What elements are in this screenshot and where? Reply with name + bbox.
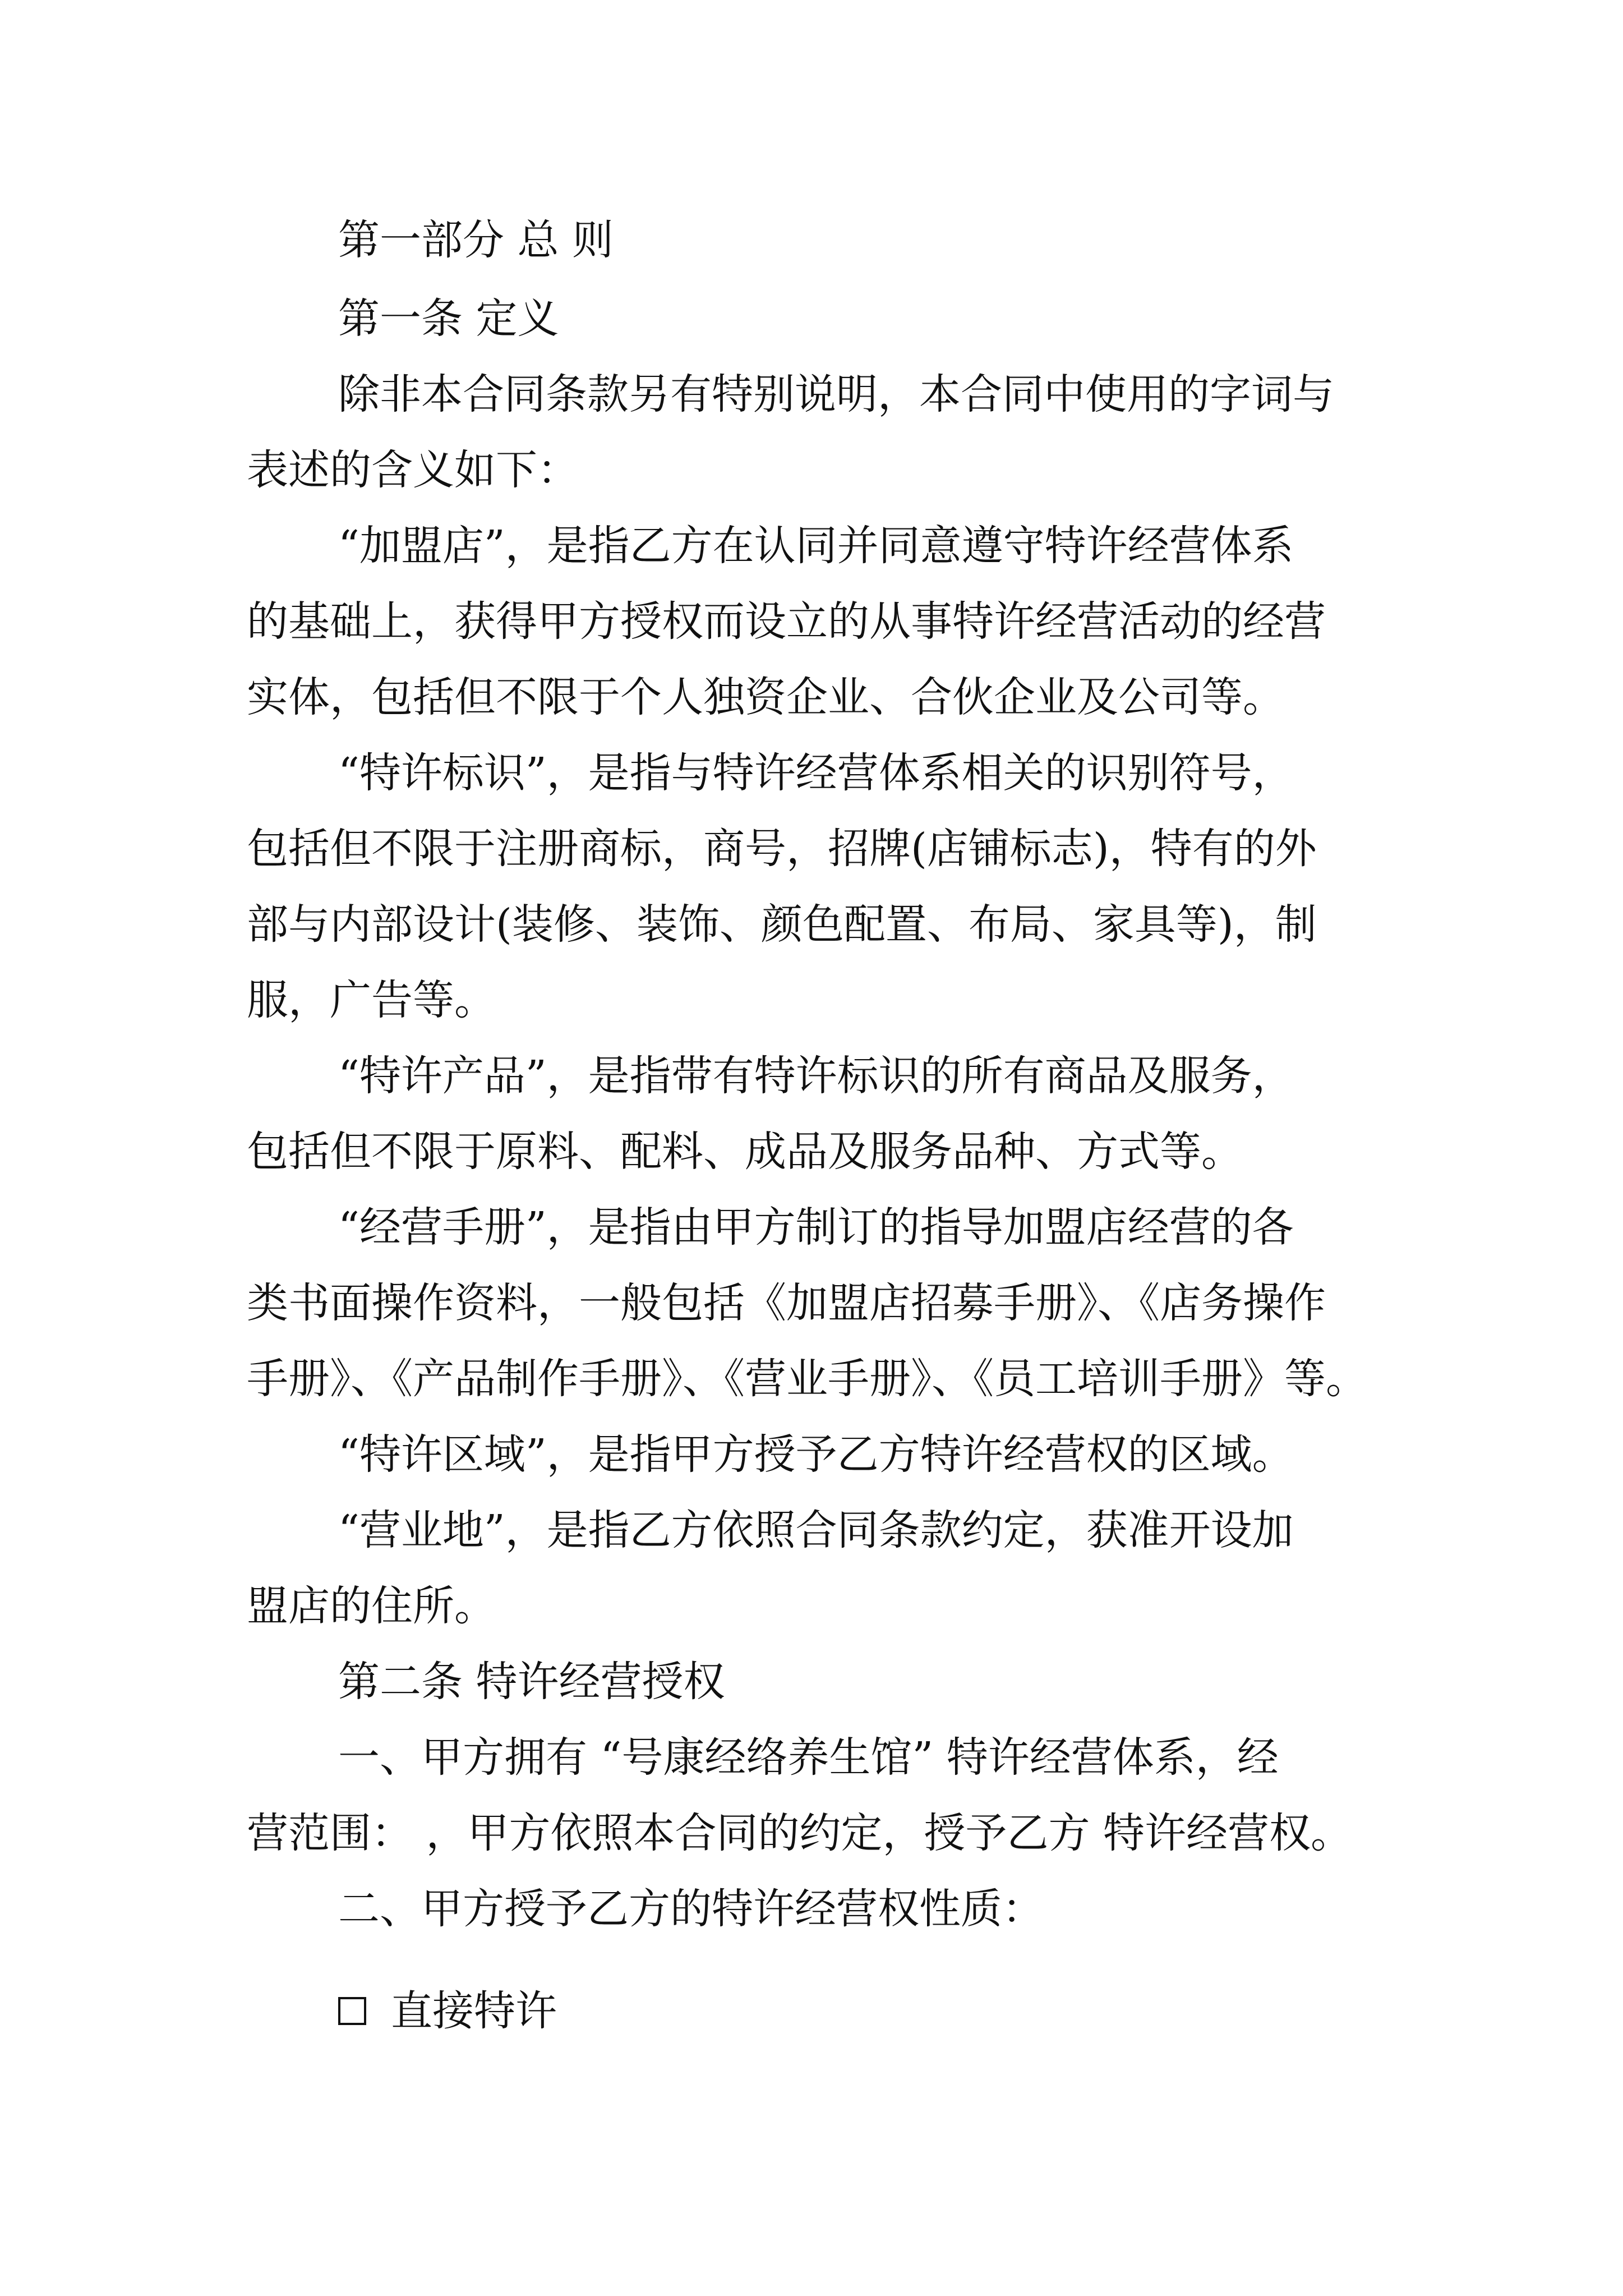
franchise-store-definition-line-2: 的基础上，获得甲方授权而设立的从事特许经营活动的经营 (247, 597, 1326, 646)
article-2-clause-1-line-1: 一、甲方拥有 “号康经络养生馆” 特许经营体系，经 (338, 1733, 1279, 1782)
article-1-heading: 第一条 定义 (338, 295, 559, 343)
operations-manual-definition-line-1: “经营手册”，是指由甲方制订的指导加盟店经营的各 (338, 1203, 1294, 1251)
franchise-store-definition-line-1: “加盟店”，是指乙方在认同并同意遵守特许经营体系 (338, 522, 1294, 570)
franchise-product-definition-line-1: “特许产品”，是指带有特许标识的所有商品及服务， (338, 1052, 1294, 1100)
franchise-mark-definition-line-3: 部与内部设计(装修、装饰、颜色配置、布局、家具等)，制 (247, 900, 1317, 949)
franchise-mark-definition-line-1: “特许标识”，是指与特许经营体系相关的识别符号， (338, 749, 1294, 797)
article-2-clause-1-line-2: 营范围： ，甲方依照本合同的约定，授予乙方 特许经营权。 (247, 1809, 1353, 1857)
direct-franchise-label: 直接特许 (391, 1987, 557, 2035)
operations-manual-definition-line-3: 手册》、《产品制作手册》、《营业手册》、《员工培训手册》等。 (247, 1355, 1367, 1403)
business-location-definition-line-1: “营业地”，是指乙方依照合同条款约定，获准开设加 (338, 1506, 1294, 1554)
definition-intro-line-2: 表述的含义如下： (247, 446, 579, 494)
franchise-store-definition-line-3: 实体，包括但不限于个人独资企业、合伙企业及公司等。 (247, 673, 1284, 721)
direct-franchise-option[interactable] (338, 1986, 557, 2036)
franchise-area-definition: “特许区域”，是指甲方授予乙方特许经营权的区域。 (338, 1430, 1294, 1479)
business-location-definition-line-2: 盟店的住所。 (247, 1582, 496, 1630)
franchise-product-definition-line-2: 包括但不限于原料、配料、成品及服务品种、方式等。 (247, 1128, 1243, 1176)
operations-manual-definition-line-2: 类书面操作资料，一般包括《加盟店招募手册》、《店务操作 (247, 1279, 1326, 1327)
definition-intro-line-1: 除非本合同条款另有特别说明，本合同中使用的字词与 (338, 370, 1334, 418)
part-heading: 第一部分 总 则 (338, 216, 614, 264)
franchise-mark-definition-line-4: 服，广告等。 (247, 976, 496, 1024)
article-2-clause-2: 二、甲方授予乙方的特许经营权性质： (338, 1885, 1044, 1933)
franchise-mark-definition-line-2: 包括但不限于注册商标，商号，招牌(店铺标志)，特有的外 (247, 825, 1317, 873)
direct-franchise-checkbox[interactable] (338, 1997, 366, 2025)
article-2-heading: 第二条 特许经营授权 (338, 1658, 725, 1706)
